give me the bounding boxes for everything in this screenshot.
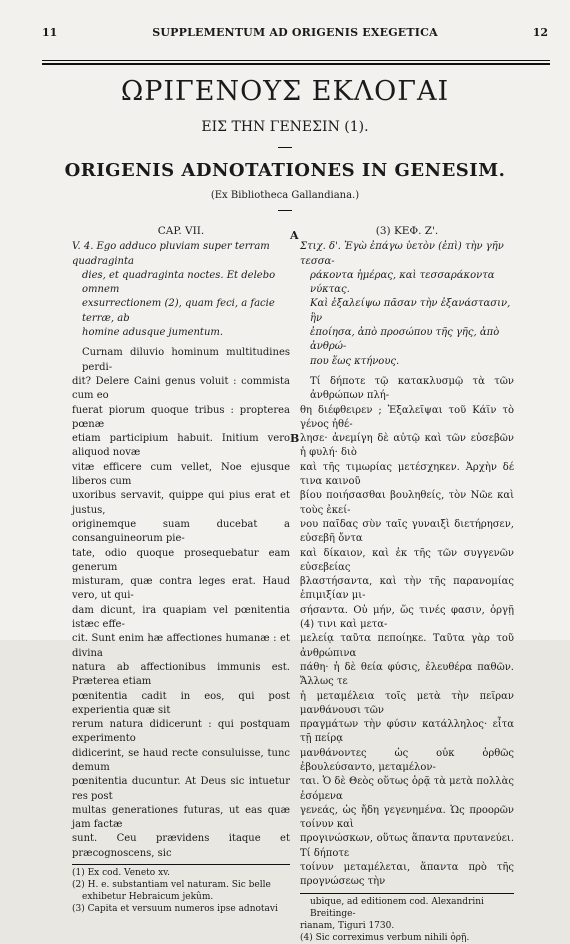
text-line: προγινώσκων, οὕτως ἅπαντα πρυτανεύει. Τί δήποτε bbox=[300, 833, 514, 859]
header-rule-thick bbox=[42, 63, 550, 65]
chapter-heading: CAP. VII. bbox=[157, 225, 205, 237]
verse-text bbox=[72, 240, 290, 340]
text-line: V. 4. Ego adduco pluviam super terram quadraginta bbox=[72, 241, 270, 267]
title-dash bbox=[278, 147, 292, 148]
text-line: πάθη· ἡ δὲ θεία φύσις, ἐλευθέρα παθῶν. Ἄλλως τε bbox=[300, 661, 514, 688]
footnote-rule bbox=[72, 864, 290, 865]
text-line: γενεάς, ὡς ἤδη γεγενημένα. Ὡς προορῶν τοίνυν καὶ bbox=[300, 804, 514, 831]
text-line: pœnitentia ducuntur. At Deus sic intuetur res post bbox=[72, 776, 290, 802]
text-line: dies, et quadraginta noctes. Et delebo omnem bbox=[82, 269, 276, 296]
footnote: (1) Ex cod. Veneto xv. bbox=[72, 868, 171, 879]
text-line: νου παῖδας σὺν ταῖς γυναιξὶ διετήρησεν, εὐσεβῆ ὄντα bbox=[300, 518, 514, 545]
text-line: rerum natura didicerunt : qui postquam experimento bbox=[72, 719, 290, 745]
text-line: βίου ποιήσασθαι βουληθείς, τὸν Νῶε καὶ τοὺς ἐκεί- bbox=[300, 490, 514, 516]
source-note: (Ex Bibliotheca Gallandiana.) bbox=[210, 190, 360, 201]
footnote: (4) Sic correximus verbum nihili ὀρῇ. bbox=[300, 932, 470, 943]
title-dash bbox=[278, 210, 292, 211]
commentary-text bbox=[300, 375, 514, 890]
text-line: natura ab affectionibus immunis est. Præterea etiam bbox=[72, 661, 290, 688]
footnotes bbox=[300, 896, 514, 944]
text-line: didicerint, se haud recte consuluisse, tunc demum bbox=[72, 747, 290, 773]
running-title: SUPPLEMENTUM AD ORIGENIS EXEGETICA bbox=[152, 26, 438, 39]
text-line: Στιχ. δ'. Ἐγὼ ἐπάγω ὑετὸν (ἐπὶ) τὴν γῆν τεσσα- bbox=[300, 241, 504, 267]
page-number-left: 11 bbox=[42, 26, 58, 39]
text-line: Τί δήποτε τῷ κατακλυσμῷ τὰ τῶν ἀνθρώπων πλή- bbox=[310, 375, 514, 402]
verse-text bbox=[300, 240, 514, 369]
text-line: etiam participium habuit. Initium vero aliquod novæ bbox=[72, 433, 290, 459]
running-header bbox=[42, 26, 548, 42]
text-line: τοίνυν μεταμέλεται, ἅπαντα πρὸ τῆς προγνώσεως τὴν bbox=[300, 862, 514, 888]
text-line: vitæ efficere cum vellet, Noe ejusque liberos cum bbox=[72, 461, 290, 488]
text-line: exsurrectionem (2), quam feci, a facie terræ, ab bbox=[82, 298, 275, 324]
text-line: tate, odio quoque prosequebatur eam generum bbox=[72, 547, 290, 573]
margin-letter-a: A bbox=[290, 229, 299, 242]
margin-letter-b: B bbox=[290, 432, 300, 445]
text-line: καὶ δίκαιον, καὶ ἐκ τῆς τῶν συγγενῶν εὐσεβείας bbox=[300, 547, 514, 573]
text-line: λησε· ἀνεμίγη δὲ αὐτῷ καὶ τῶν εὐσεβῶν ἡ φυλή· διὸ bbox=[300, 433, 514, 459]
text-line: pœnitentia cadit in eos, qui post experientia quæ sit bbox=[72, 690, 290, 716]
text-line: ἐποίησα, ἀπὸ προσώπου τῆς γῆς, ἀπὸ ἀνθρώ- bbox=[310, 327, 500, 353]
footnote: (2) H. e. substantiam vel naturam. Sic belle bbox=[72, 880, 271, 891]
text-line: Καὶ ἐξαλείψω πᾶσαν τὴν ἐξανάστασιν, ἣν bbox=[310, 298, 511, 324]
text-line: σήσαντα. Οὐ μήν, ὥς τινές φασιν, ὀργῇ (4) τινι καὶ μετα- bbox=[300, 604, 514, 631]
page-number-right: 12 bbox=[532, 26, 548, 39]
footnote: (3) Capita et versuum numeros ipse adnotavi bbox=[72, 904, 278, 915]
text-line: θη διέφθειρεν ; Ἐξαλεῖψαι τοῦ Κάϊν τὸ γένος ἠθέ- bbox=[300, 404, 514, 430]
footnote: ubique, ad editionem cod. Alexandrini Breitinge- bbox=[310, 896, 484, 919]
greek-title: ΩΡΙΓΕΝΟΥΣ ΕΚΛΟΓΑΙ bbox=[120, 76, 450, 107]
text-line: μανθάνοντες ὡς οὐκ ὀρθῶς ἐβουλεύσαντο, μεταμέλον- bbox=[300, 747, 514, 773]
text-line: originemque suam ducebat a consanguineorum pie- bbox=[72, 518, 290, 545]
footnote: exhibetur Hebraicum jekûm. bbox=[82, 892, 214, 903]
latin-column bbox=[72, 224, 290, 915]
text-line: μελείᾳ ταῦτα πεποίηκε. Ταῦτα γὰρ τοῦ ἀνθρώπινα bbox=[300, 633, 514, 659]
text-line: misturam, quæ contra leges erat. Haud vero, ut qui- bbox=[72, 576, 290, 602]
latin-title: ORIGENIS ADNOTATIONES IN GENESIM. bbox=[64, 160, 506, 181]
greek-subtitle: ΕΙΣ ΤΗΝ ΓΕΝΕΣΙΝ (1). bbox=[201, 119, 369, 135]
text-line: homine adusque jumentum. bbox=[82, 327, 224, 339]
greek-column bbox=[300, 224, 514, 944]
text-line: fuerat piorum quoque tribus : propterea pœnæ bbox=[72, 404, 290, 430]
text-line: που ἕως κτήνους. bbox=[310, 355, 400, 367]
text-line: ται. Ὁ δὲ Θεὸς οὕτως ὁρᾷ τὰ μετὰ πολλὰς ἐσόμενα bbox=[300, 776, 514, 802]
text-line: ράκοντα ἡμέρας, καὶ τεσσαράκοντα νύκτας. bbox=[310, 269, 495, 296]
footnote: rianam, Tiguri 1730. bbox=[300, 920, 395, 931]
text-line: dit? Delere Caini genus voluit : commista cum eo bbox=[72, 375, 290, 402]
text-line: Curnam diluvio hominum multitudines perdi- bbox=[82, 347, 290, 373]
footnote-rule bbox=[300, 893, 514, 894]
footnotes bbox=[72, 867, 290, 915]
text-line: καὶ τῆς τιμωρίας μετέσχηκεν. Ἀρχὴν δέ τινα καινοῦ bbox=[300, 461, 514, 488]
text-line: sunt. Ceu prævidens itaque et præcognoscens, sic bbox=[72, 833, 290, 859]
header-rule-thin bbox=[42, 60, 550, 61]
chapter-heading: (3) ΚΕΦ. Ζ'. bbox=[375, 225, 439, 237]
commentary-text bbox=[72, 346, 290, 861]
text-line: dam dicunt, ira quapiam vel pœnitentia istæc effe- bbox=[72, 604, 290, 631]
text-line: cit. Sunt enim hæ affectiones humanæ : et divina bbox=[72, 633, 290, 659]
text-line: πραγμάτων τὴν φύσιν κατάλληλος· εἶτα τῇ πείρᾳ bbox=[300, 719, 514, 745]
text-line: multas generationes futuras, ut eas quæ jam factæ bbox=[72, 804, 290, 831]
text-line: βλαστήσαντα, καὶ τὴν τῆς παρανομίας ἐπιμιξίαν μι- bbox=[300, 576, 514, 602]
text-line: uxoribus servavit, quippe qui pius erat et justus, bbox=[72, 490, 290, 516]
text-line: ἡ μεταμέλεια τοῖς μετὰ τὴν πεῖραν μανθάνουσι τῶν bbox=[300, 690, 514, 716]
